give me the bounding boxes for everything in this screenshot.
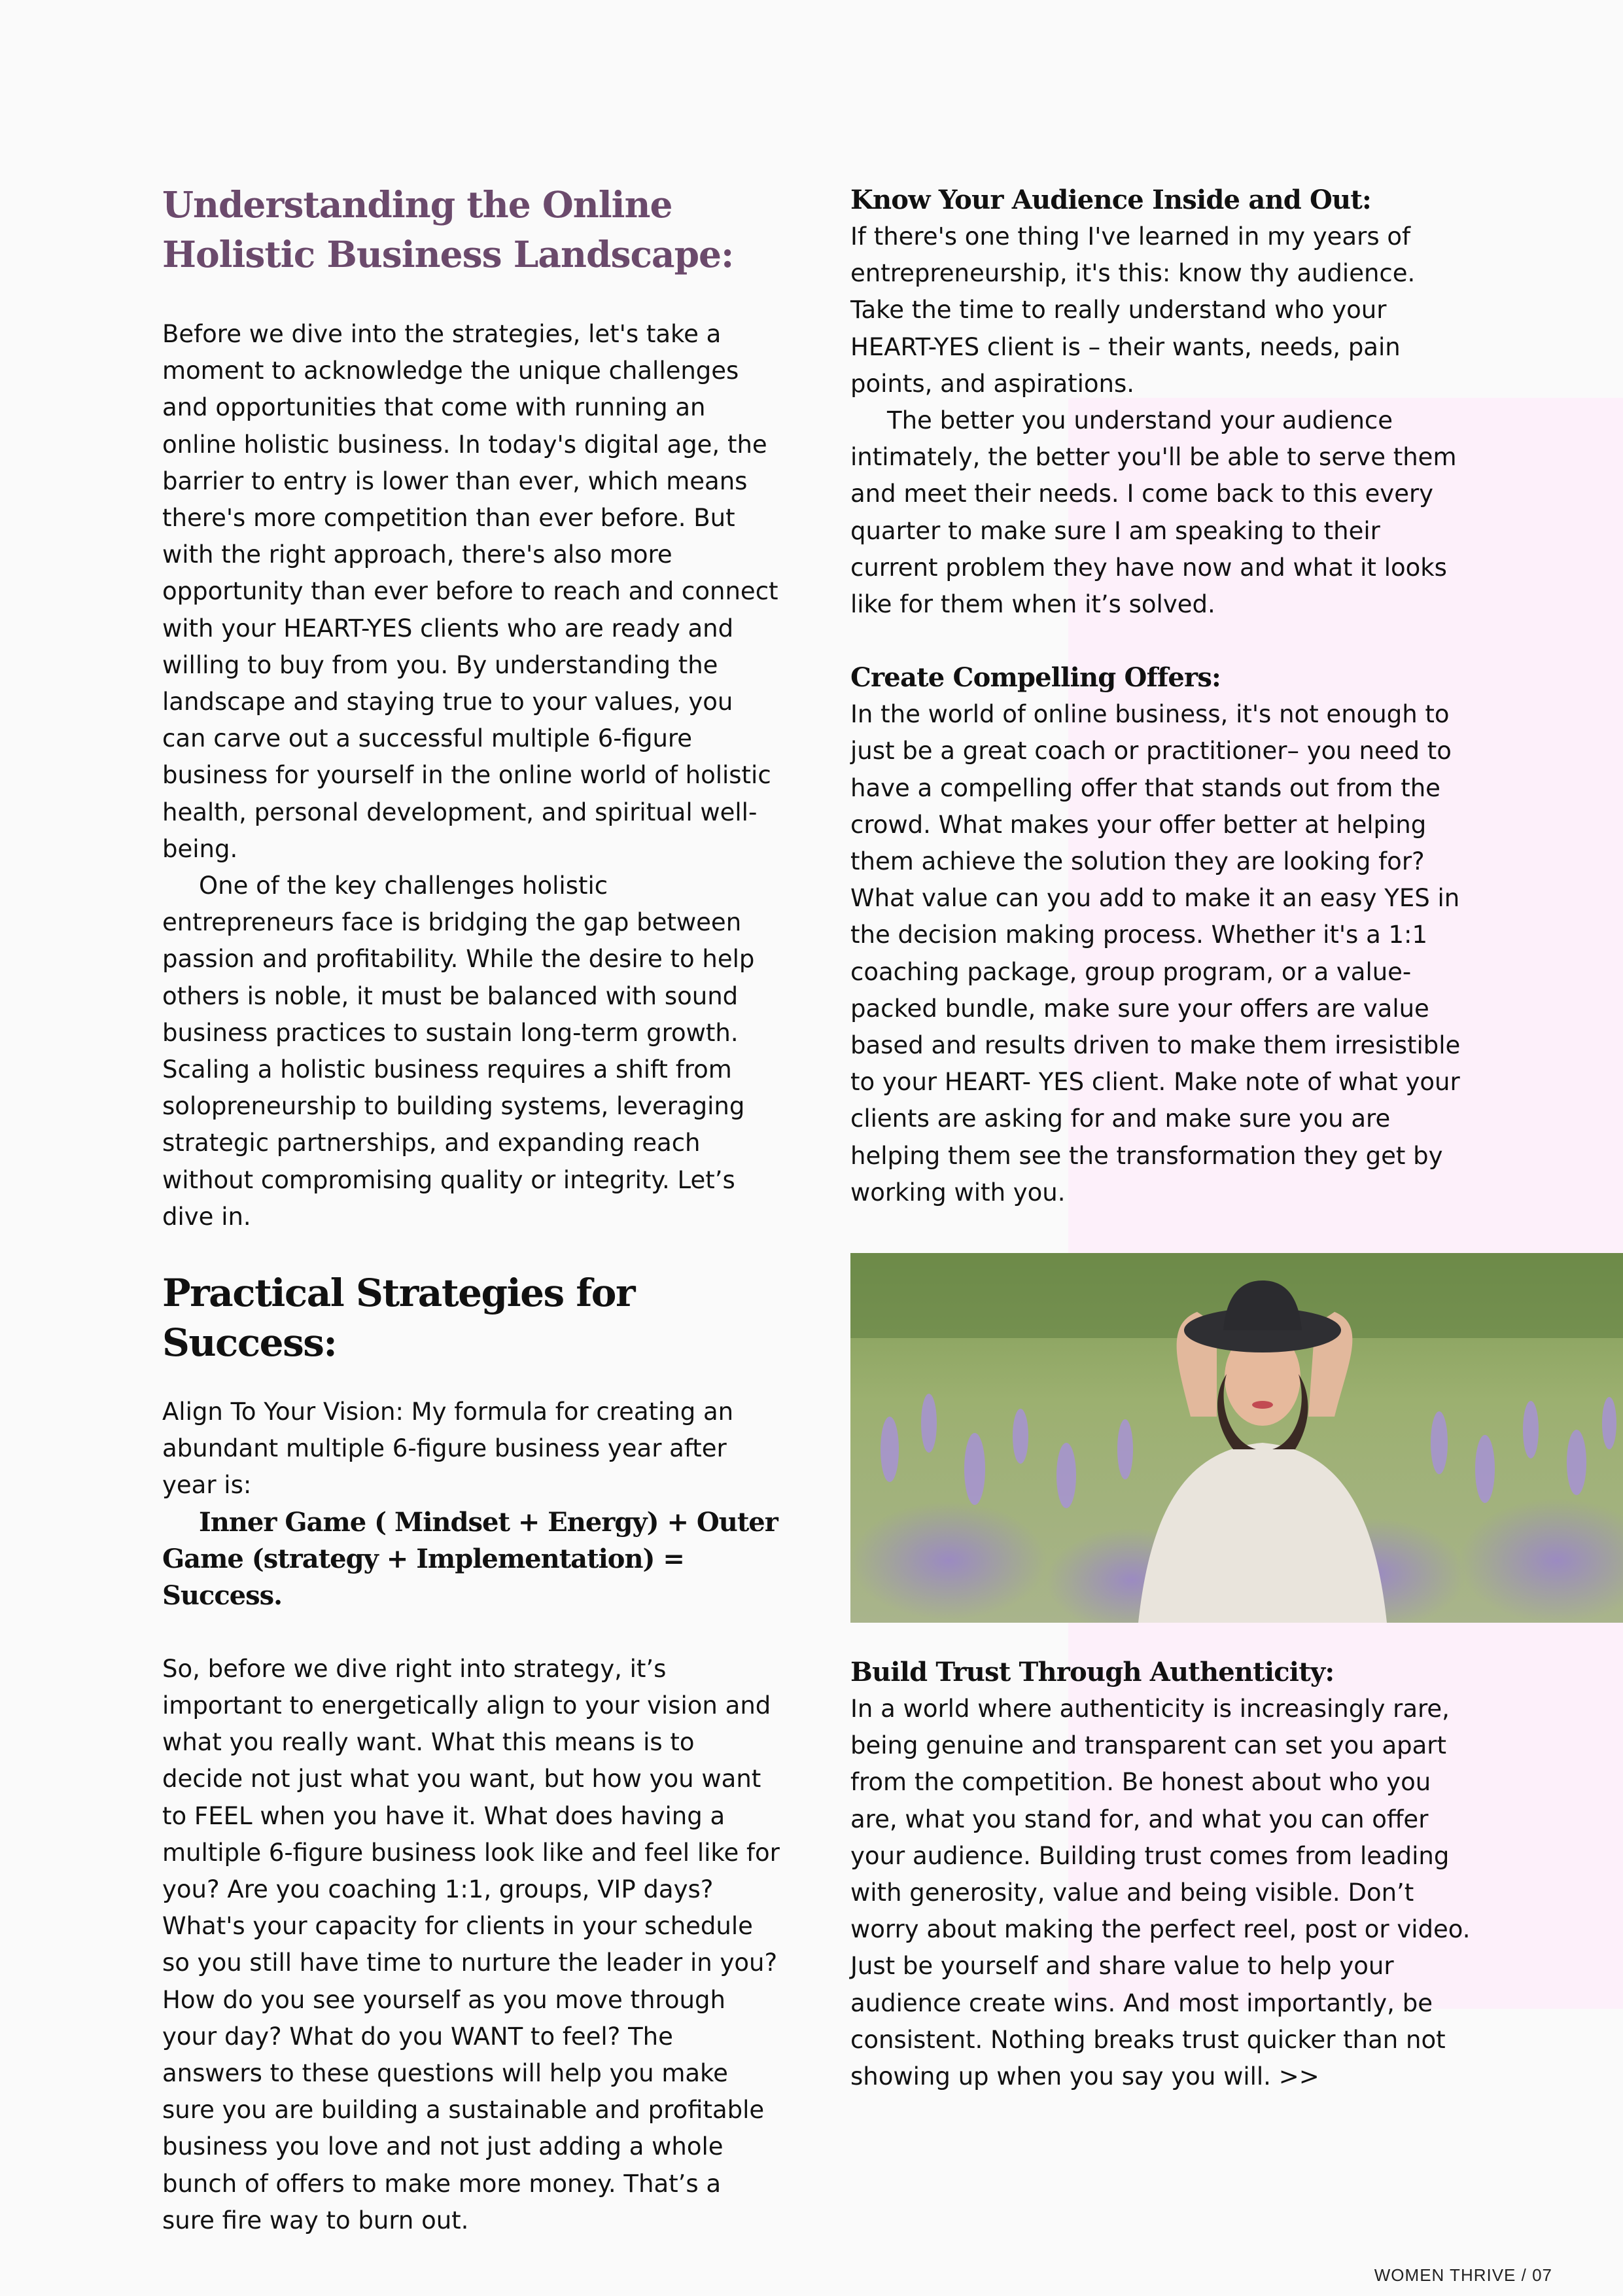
left-column: [162, 180, 780, 2239]
success-formula: [162, 1504, 780, 1614]
paragraph-build-trust: In a world where authenticity is increasingly rare, being genuine and transparent can set you apart from the competition. Be honest about who you are, what you stand for, and what you can offer your audience. Building trust comes from leading with generosity, value and being visible. Don’t worry about making the perfect reel, post or video. Just be yourself and share value to help your audience create wins. And most importantly, be consistent. Nothing breaks trust quicker than not showing up when you say you will. >>: [850, 1695, 1471, 2091]
lavender-field-photo: [850, 1253, 1623, 1623]
paragraph-compelling-offers: In the world of online business, it's not enough to just be a great coach or practitioner– you need to have a compelling offer that stands out from the crowd. What makes your offer better at helping them achieve the solution they are looking for? What value can you add to make it an easy YES in the decision making process. Whether it's a 1:1 coaching package, group program, or a value-packed bundle, make sure your offers are value based and results driven to make them irresistible to your HEART- YES client. Make note of what your clients are asking for and make sure you are helping them see the transformation they get by working with you.: [850, 700, 1461, 1207]
right-column-lower: [850, 1654, 1475, 2095]
paragraph-know-audience: If there's one thing I've learned in my years of entrepreneurship, it's this: know thy audience. Take the time to really understand who your HEART-YES client is – their wants, needs, pain points, and aspirations.: [850, 222, 1416, 398]
heading-know-audience: Know Your Audience Inside and Out:: [850, 185, 1371, 215]
paragraph-understand-audience: The better you understand your audience intimately, the better you'll be able to serve them and meet their needs. I come back to this every quarter to make sure I am speaking to their current problem they have now and what it looks like for them when it’s solved.: [850, 406, 1457, 619]
section-heading-landscape: Understanding the Online Holistic Business Landscape:: [162, 183, 734, 275]
paragraph-energetic-alignment: So, before we dive right into strategy, it’s important to energetically align to your vision and what you really want. What this means is to decide not just what you want, but how you want to FEEL when you have it. What does having a multiple 6-figure business look like and feel like for you? Are you coaching 1:1, groups, VIP days? What's your capacity for clients in your schedule so you still have time to nurture the leader in you? How do you see yourself as you move through your day? What do you WANT to feel? The answers to these questions will help you make sure you are building a sustainable and profitable business you love and not just adding a whole bunch of offers to make more money. That’s a sure fire way to burn out.: [162, 1654, 780, 2234]
formula-line-1: Inner Game ( Mindset + Energy) + Outer: [199, 1506, 778, 1538]
heading-compelling-offers: Create Compelling Offers:: [850, 662, 1221, 694]
right-column: [850, 182, 1475, 1211]
paragraph-challenges: One of the key challenges holistic entrepreneurs face is bridging the gap between passion and profitability. While the desire to help others is noble, it must be balanced with sound business practices to sustain long-term growth. Scaling a holistic business requires a shift from solopreneurship to building systems, leveraging strategic partnerships, and expanding reach without compromising quality or integrity. Let’s dive in.: [162, 872, 755, 1231]
page-footer: WOMEN THRIVE / 07: [1374, 2265, 1552, 2285]
section-heading-strategies: Practical Strategies for Success:: [162, 1271, 635, 1366]
paragraph-landscape-intro: Before we dive into the strategies, let's take a moment to acknowledge the unique challenges and opportunities that come with running an online holistic business. In today's digital age, the barrier to entry is lower than ever, which means there's more competition than ever before. But with the right approach, there's also more opportunity than ever before to reach and connect with your HEART-YES clients who are ready and willing to buy from you. By understanding the landscape and staying true to your values, you can carve out a successful multiple 6-figure business for yourself in the online world of holistic health, personal development, and spiritual well-being.: [162, 320, 778, 863]
formula-line-2: Game (strategy + Implementation) = Success.: [162, 1543, 684, 1611]
paragraph-align-vision: Align To Your Vision: My formula for creating an abundant multiple 6-figure business year after year is:: [162, 1398, 734, 1500]
heading-build-trust: Build Trust Through Authenticity:: [850, 1657, 1335, 1687]
